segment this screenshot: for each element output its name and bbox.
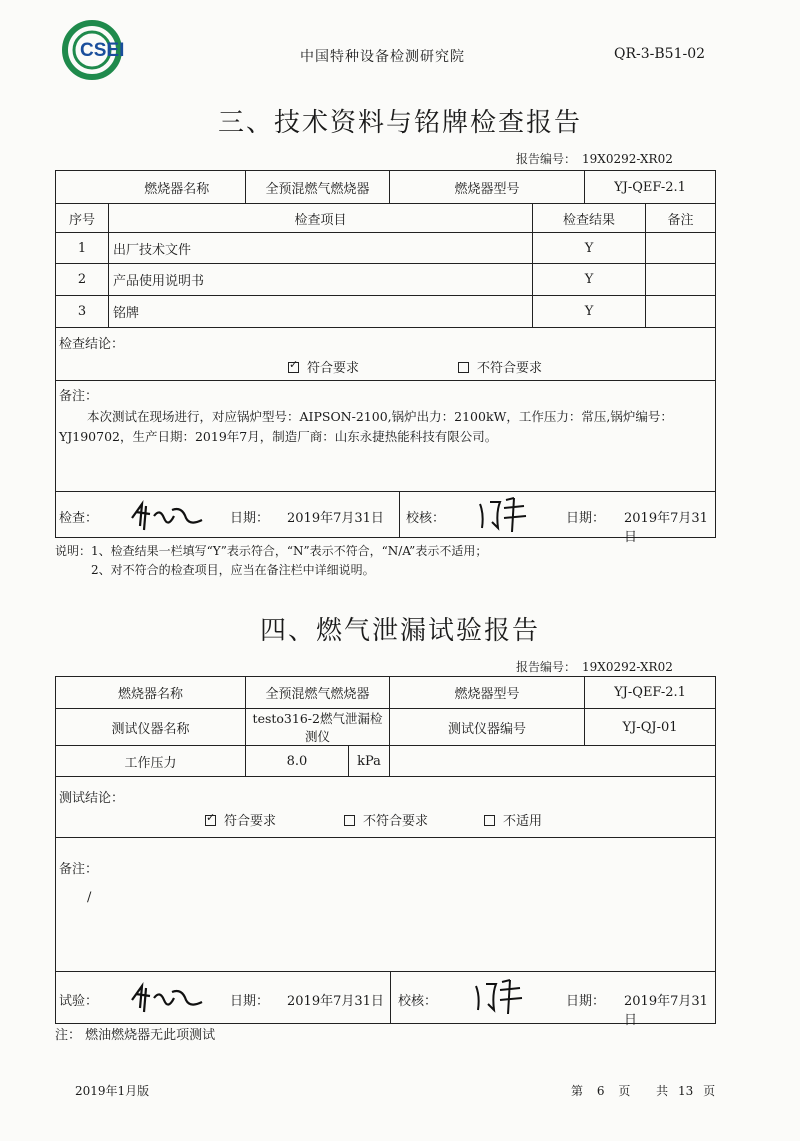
pressure-value: 8.0 [246,746,349,777]
explain-line1: 说明：1、检查结果一栏填写“Y”表示符合，“N”表示不符合，“N/A”表示不适用； [55,544,488,558]
section3-table [55,170,716,204]
section4-report-no: 报告编号： 19X0292-XR02 [516,660,673,674]
section3-report-no: 报告编号： 19X0292-XR02 [516,152,673,166]
remarks-label: 备注： [59,389,99,404]
remarks-line2: YJ190702，生产日期：2019年7月，制造厂商：山东永捷热能科技有限公司。 [59,429,498,444]
footnote: 注： 燃油燃烧器无此项测试 [55,1028,216,1043]
remarks-value: / [87,890,92,905]
signature-row [56,492,716,538]
instrument-row: 测试仪器名称 testo316-2燃气泄漏检测仪 测试仪器编号 YJ-QJ-01 [56,709,716,746]
section4-title: 四、燃气泄漏试验报告 [259,616,540,646]
date-label: 日期： [230,511,270,526]
doc-code: QR-3-B51-02 [614,46,706,62]
org-name: 中国特种设备检测研究院 [300,49,465,65]
pass-option[interactable]: ✓符合要求 [205,810,276,829]
section3-title: 三、技术资料与铭牌检查报告 [217,108,582,138]
col-remark: 备注 [646,204,716,233]
fail-option[interactable]: 不符合要求 [458,357,542,376]
explain-line2: 2、对不符合的检查项目，应当在备注栏中详细说明。 [91,563,375,577]
signature-row: 试验： 日期： 2019年7月31日 校核： 日期： 2019年7月31日 [56,972,716,1024]
checkbox-checked-icon[interactable] [205,815,216,826]
review-date: 2019年7月31日 [624,511,708,545]
check-items-header [56,204,716,233]
check-date: 2019年7月31日 [287,511,384,526]
check-items-table [55,203,716,545]
conclusion-row [56,328,716,381]
pass-option[interactable]: ✓符合要求 [288,357,359,376]
remarks-row [56,381,716,492]
reviewer-signature [470,976,532,1016]
conclusion-label: 检查结论： [59,337,125,352]
review-label: 校核： [406,511,446,526]
remarks-row: 备注： / [56,838,716,972]
fail-option[interactable]: 不符合要求 [344,810,428,829]
table-row: 1 出厂技术文件 Y [56,233,716,264]
svg-text:CSEI: CSEI [80,40,125,61]
checkbox-icon[interactable] [344,815,355,826]
burner-model: YJ-QEF-2.1 [585,171,716,204]
tester-signature [128,978,208,1016]
checkbox-checked-icon[interactable] [288,362,299,373]
burner-name-label: 燃烧器名称 [109,171,246,204]
checkbox-icon[interactable] [458,362,469,373]
csei-logo [62,18,146,82]
edition: 2019年1月版 [75,1084,150,1098]
reviewer-signature [474,494,536,534]
burner-name: 全预混燃气燃烧器 [246,171,390,204]
col-no: 序号 [56,204,109,233]
col-result: 检查结果 [533,204,646,233]
inspector-signature [128,496,208,534]
conclusion-row: 测试结论： ✓符合要求 不符合要求 不适用 [56,777,716,838]
table-row: 3 铭牌 Y [56,296,716,328]
remarks-line1: 本次测试在现场进行，对应锅炉型号：AIPSON-2100,锅炉出力：2100kW，工作压力：常压,锅炉编号： [87,409,673,424]
page-number: 第 6 页 共 13 页 [571,1084,716,1098]
check-label: 检查： [59,511,99,526]
section4-table [55,676,716,1028]
na-option[interactable]: 不适用 [484,810,542,829]
burner-info-row: 燃烧器名称 全预混燃气燃烧器 燃烧器型号 YJ-QEF-2.1 [56,677,716,709]
date-label: 日期： [566,511,606,526]
pressure-unit: kPa [349,746,390,777]
burner-model-label: 燃烧器型号 [390,171,585,204]
burner-info-row [56,171,716,204]
table-row: 2 产品使用说明书 Y [56,264,716,296]
checkbox-icon[interactable] [484,815,495,826]
col-item: 检查项目 [109,204,533,233]
pressure-row: 工作压力 8.0 kPa [56,746,716,777]
